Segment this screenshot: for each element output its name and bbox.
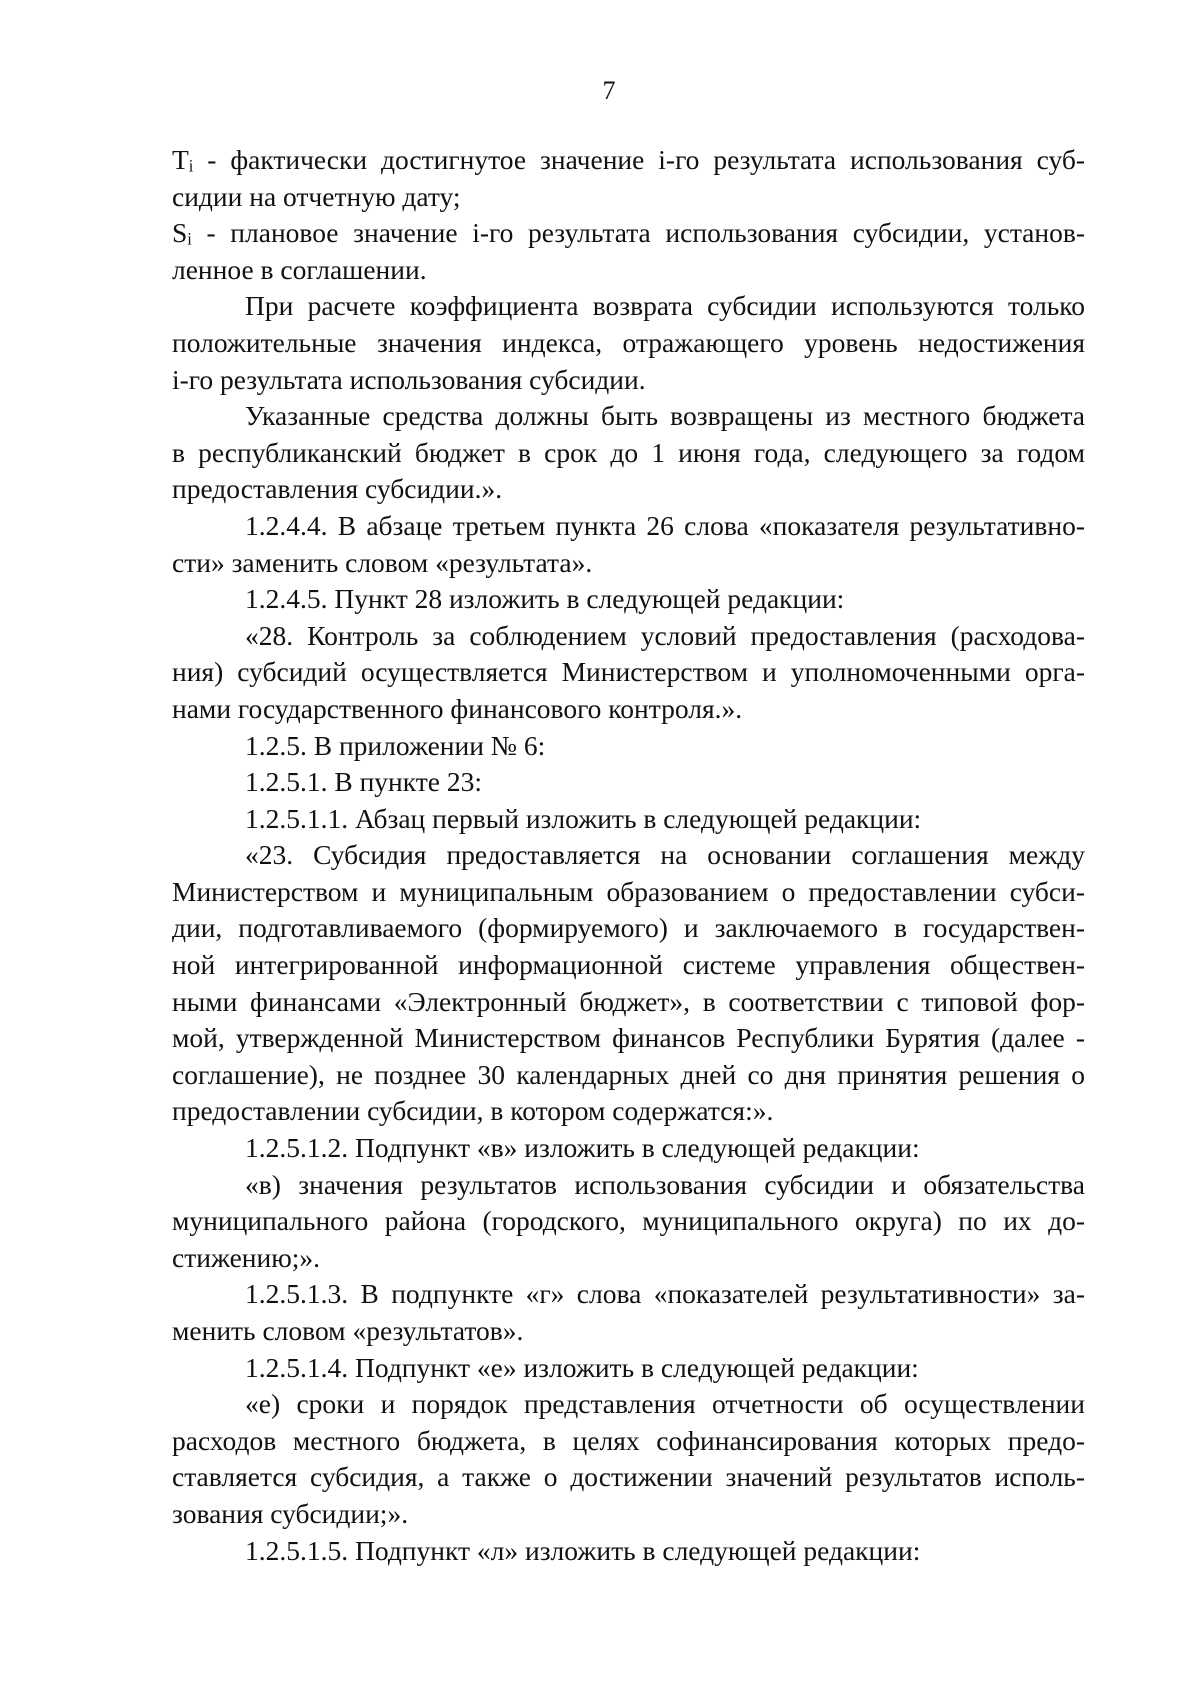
text-line: сти» заменить словом «результата». [172,546,593,578]
text-line: ными финансами «Электронный бюджет», в соответствии с типовой фор- [172,985,1085,1017]
text-line: Министерством и муниципальным образованием о предоставлении субси- [172,875,1085,907]
text-line: 1.2.5.1.4. Подпункт «е» изложить в следующей редакции: [245,1351,919,1383]
text-line: зования субсидии;». [172,1497,409,1529]
text-line: При расчете коэффициента возврата субсидии используются только [245,290,1085,322]
text-line: сидии на отчетную дату; [172,180,461,212]
document-body [172,142,1085,1569]
text-line: нами государственного финансового контроля.». [172,692,743,724]
text-line: «е) сроки и порядок представления отчетности об осуществлении [245,1388,1085,1420]
page-number: 7 [602,76,616,105]
text-line: 1.2.5.1.2. Подпункт «в» изложить в следующей редакции: [245,1132,920,1164]
text-line: ния) субсидий осуществляется Министерством и уполномоченными орга- [172,656,1085,688]
text-line: 1.2.5.1.3. В подпункте «г» слова «показателей результативности» за- [245,1278,1085,1310]
text-line: предоставлении субсидии, в котором содержатся:». [172,1095,774,1127]
text-line: Sᵢ - плановое значение i-го результата использования субсидии, установ- [172,217,1085,249]
text-line: муниципального района (городского, муниципального округа) по их до- [172,1205,1085,1237]
text-line: соглашение), не позднее 30 календарных дней со дня принятия решения о [172,1058,1085,1090]
text-line: положительные значения индекса, отражающего уровень недостижения [172,326,1085,358]
text-line: в республиканский бюджет в срок до 1 июня года, следующего за годом [172,436,1085,468]
text-line: расходов местного бюджета, в целях софинансирования которых предо- [172,1424,1085,1456]
text-line: ной интегрированной информационной системе управления обществен- [172,949,1085,981]
text-line: i-го результата использования субсидии. [172,363,646,395]
text-line: Указанные средства должны быть возвращены из местного бюджета [245,400,1085,432]
text-line: Tᵢ - фактически достигнутое значение i-го результата использования суб- [172,144,1085,175]
text-line: стижению;». [172,1241,321,1273]
text-line: 1.2.5.1. В пункте 23: [245,766,483,798]
text-line: «28. Контроль за соблюдением условий предоставления (расходова- [245,619,1085,651]
text-line: мой, утвержденной Министерством финансов Республики Бурятия (далее - [172,1022,1085,1054]
text-line: 1.2.5.1.1. Абзац первый изложить в следующей редакции: [245,802,922,834]
text-line: предоставления субсидии.». [172,473,503,505]
text-line: 1.2.5.1.5. Подпункт «л» изложить в следующей редакции: [245,1534,921,1566]
text-line: ленное в соглашении. [172,253,427,285]
text-line: 1.2.5. В приложении № 6: [245,729,546,761]
text-line: 1.2.4.5. Пункт 28 изложить в следующей редакции: [245,583,845,615]
text-line: дии, подготавливаемого (формируемого) и заключаемого в государствен- [172,912,1085,944]
text-line: «23. Субсидия предоставляется на основании соглашения между [245,839,1085,871]
text-line: «в) значения результатов использования субсидии и обязательства [245,1168,1085,1200]
text-line: 1.2.4.4. В абзаце третьем пункта 26 слова «показателя результативно- [245,509,1085,541]
text-line: ставляется субсидия, а также о достижении значений результатов исполь- [172,1461,1085,1493]
text-line: менить словом «результатов». [172,1315,524,1346]
